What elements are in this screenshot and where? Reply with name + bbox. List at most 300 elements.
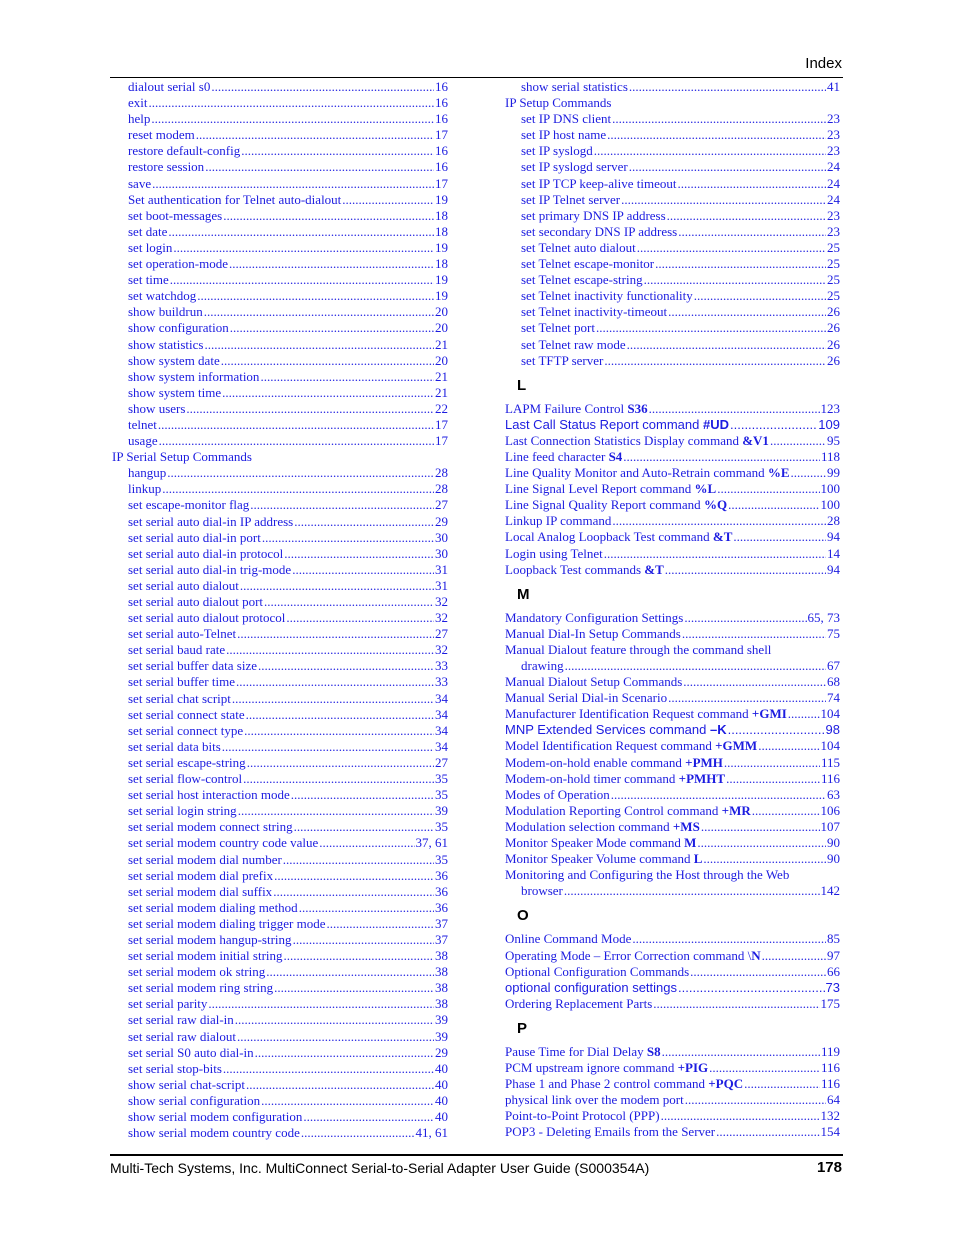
index-entry-link[interactable] <box>505 433 840 449</box>
index-entry-label: telnet <box>128 416 157 432</box>
dot-leader <box>246 1077 434 1093</box>
index-entry-link[interactable] <box>505 256 840 272</box>
index-entry-page: 17 <box>435 433 448 449</box>
index-entry-link[interactable] <box>112 546 448 562</box>
dot-leader <box>694 288 826 304</box>
index-entry-link[interactable] <box>112 723 448 739</box>
index-entry-label: restore session <box>128 159 205 175</box>
index-column-right <box>505 79 840 1140</box>
index-entry-page: 98 <box>825 722 840 738</box>
index-entry-page: 37, 61 <box>415 835 448 851</box>
index-entry-link[interactable] <box>112 610 448 626</box>
dot-leader <box>342 192 434 208</box>
index-entry-page: 175 <box>820 995 840 1011</box>
dot-leader <box>653 996 819 1012</box>
index-entry-link[interactable] <box>505 610 840 626</box>
dot-leader <box>611 787 826 803</box>
index-entry-label: LAPM Failure Control S36 <box>505 400 648 416</box>
index-entry-page: 35 <box>435 787 448 803</box>
index-entry-link[interactable] <box>112 497 448 513</box>
index-entry-label: set Telnet raw mode <box>521 336 626 352</box>
index-entry-link[interactable] <box>112 1077 448 1093</box>
index-entry-link[interactable] <box>505 1044 840 1060</box>
index-entry-link[interactable] <box>505 1108 840 1124</box>
index-entry-label: set serial modem ring string <box>128 980 274 996</box>
index-entry-label: restore default-config <box>128 143 241 159</box>
index-entry-link[interactable] <box>505 79 840 95</box>
index-entry-label: MNP Extended Services command –K <box>505 722 727 738</box>
dot-leader <box>261 1093 434 1109</box>
index-entry-link[interactable] <box>505 337 840 353</box>
index-entry-link[interactable] <box>112 320 448 336</box>
index-entry-link[interactable] <box>112 916 448 932</box>
dot-leader <box>594 143 826 159</box>
dot-leader <box>703 851 826 867</box>
index-entry-page: 94 <box>827 561 840 577</box>
index-entry-page: 36 <box>435 883 448 899</box>
index-entry-label: Pause Time for Dial Delay S8 <box>505 1043 661 1059</box>
index-entry-link[interactable] <box>505 127 840 143</box>
footer-rule <box>110 1154 843 1156</box>
index-entry-link[interactable] <box>112 481 448 497</box>
index-entry-link[interactable] <box>112 353 448 369</box>
index-entry-link[interactable] <box>112 385 448 401</box>
index-entry-page: 20 <box>435 320 448 336</box>
index-entry-link[interactable] <box>112 465 448 481</box>
index-entry-label: show statistics <box>128 336 204 352</box>
index-entry-page: 25 <box>827 256 840 272</box>
index-entry-link[interactable] <box>505 465 840 481</box>
index-entry-page: 34 <box>435 690 448 706</box>
index-entry-label: set serial connect state <box>128 706 245 722</box>
dot-leader <box>274 868 434 884</box>
dot-leader <box>244 723 434 739</box>
index-heading[interactable]: IP Serial Setup Commands <box>112 449 252 465</box>
index-entry-page: 33 <box>435 674 448 690</box>
index-entry-link[interactable] <box>112 176 448 192</box>
index-entry-link[interactable] <box>112 803 448 819</box>
index-entry-link[interactable] <box>505 497 840 513</box>
index-entry-page: 85 <box>827 931 840 947</box>
index-entry-page: 33 <box>435 658 448 674</box>
dot-leader <box>236 674 434 690</box>
footer-document-title: Multi-Tech Systems, Inc. MultiConnect Serial-to-Serial Adapter User Guide (S000354A) <box>110 1160 650 1176</box>
index-entry-link[interactable] <box>505 787 840 803</box>
index-entry-link[interactable] <box>505 931 840 947</box>
index-entry-label: set Telnet port <box>521 320 595 336</box>
index-entry-label: set serial auto dial-in IP address <box>128 513 294 529</box>
index-entry-page: 39 <box>435 1028 448 1044</box>
index-entry-label: set Telnet inactivity functionality <box>521 288 693 304</box>
index-entry-page: 107 <box>820 818 840 834</box>
index-entry-link[interactable] <box>112 884 448 900</box>
index-entry-page: 23 <box>827 223 840 239</box>
index-entry-page: 20 <box>435 304 448 320</box>
dot-leader <box>246 707 434 723</box>
index-entry-label: show serial statistics <box>521 79 628 94</box>
index-entry-link[interactable] <box>505 738 840 754</box>
index-entry-label: Login using Telnet <box>505 545 603 561</box>
index-entry-link[interactable] <box>505 722 840 738</box>
index-entry-page: 40 <box>435 1060 448 1076</box>
index-entry-link[interactable] <box>112 674 448 690</box>
dot-leader <box>623 449 820 465</box>
index-entry-page: 35 <box>435 851 448 867</box>
index-entry-page: 27 <box>435 626 448 642</box>
index-entry-link[interactable] <box>112 159 448 175</box>
index-entry-link[interactable] <box>505 706 840 722</box>
index-entry-label: set date <box>128 223 168 239</box>
index-entry-label: set time <box>128 272 169 288</box>
dot-leader <box>682 626 826 642</box>
index-entry-link[interactable] <box>505 546 840 562</box>
index-entry-link[interactable] <box>112 417 448 433</box>
index-entry-label: set serial buffer data size <box>128 658 257 674</box>
index-entry-page: 25 <box>827 272 840 288</box>
index-entry-link[interactable] <box>505 288 840 304</box>
index-entry-link[interactable] <box>505 690 840 706</box>
dot-leader <box>293 932 434 948</box>
index-entry-link[interactable] <box>112 256 448 272</box>
index-entry-link[interactable] <box>505 1124 840 1140</box>
dot-leader <box>644 272 826 288</box>
index-entry-page: 26 <box>827 320 840 336</box>
index-entry-link[interactable] <box>112 932 448 948</box>
index-entry-link[interactable] <box>112 401 448 417</box>
dot-leader <box>168 224 434 240</box>
index-entry-page: 37 <box>435 931 448 947</box>
dot-leader <box>632 931 826 947</box>
dot-leader <box>690 964 826 980</box>
index-entry-link[interactable] <box>112 707 448 723</box>
dot-leader <box>222 385 434 401</box>
dot-leader <box>709 1060 820 1076</box>
index-entry-link[interactable] <box>505 159 840 175</box>
index-entry-page: 100 <box>820 497 840 513</box>
dot-leader <box>627 337 826 353</box>
index-entry-page: 116 <box>820 770 840 786</box>
index-entry-label: dialout serial s0 <box>128 79 211 94</box>
index-entry-link[interactable] <box>112 852 448 868</box>
index-entry-link[interactable] <box>112 240 448 256</box>
index-entry-link[interactable] <box>112 868 448 884</box>
index-entry-page: 90 <box>827 851 840 867</box>
index-entry-link[interactable] <box>112 739 448 755</box>
index-entry-label: set IP DNS client <box>521 111 612 127</box>
dot-leader <box>604 353 826 369</box>
index-entry-page: 31 <box>435 561 448 577</box>
index-entry-label: set secondary DNS IP address <box>521 223 678 239</box>
index-entry-link[interactable] <box>505 626 840 642</box>
index-entry-label: Manual Dialout feature through the command shell <box>505 641 772 657</box>
dot-leader <box>258 658 434 674</box>
dot-leader <box>649 401 820 417</box>
index-entry-link[interactable] <box>112 79 448 95</box>
index-entry-page: 35 <box>435 771 448 787</box>
index-entry-link[interactable] <box>505 513 840 529</box>
index-entry-link[interactable] <box>112 208 448 224</box>
index-entry-link[interactable] <box>112 996 448 1012</box>
index-entry-label: reset modem <box>128 127 195 143</box>
index-entry-label: set serial baud rate <box>128 642 226 658</box>
index-entry-link[interactable] <box>112 1061 448 1077</box>
index-entry-link[interactable] <box>112 288 448 304</box>
index-entry-label: Modem-on-hold enable command +PMH <box>505 754 723 770</box>
index-entry-link[interactable] <box>112 562 448 578</box>
index-entry-page: 40 <box>435 1076 448 1092</box>
dot-leader <box>662 1044 820 1060</box>
index-entry-label: Manual Dialout Setup Commands <box>505 674 683 690</box>
index-entry-link[interactable] <box>112 642 448 658</box>
index-entry-link[interactable] <box>505 192 840 208</box>
dot-leader <box>162 481 434 497</box>
dot-leader <box>196 127 434 143</box>
index-entry-link[interactable] <box>505 449 840 465</box>
index-entry-link[interactable] <box>112 900 448 916</box>
dot-leader <box>151 111 434 127</box>
index-entry-link[interactable] <box>505 417 840 433</box>
index-entry-link[interactable] <box>505 819 840 835</box>
index-entry-link[interactable] <box>505 996 840 1012</box>
index-entry-link[interactable] <box>112 691 448 707</box>
dot-leader <box>173 240 434 256</box>
index-entry-link[interactable] <box>112 948 448 964</box>
dot-leader <box>701 819 820 835</box>
index-entry-label: Operating Mode – Error Correction command \N <box>505 947 761 963</box>
index-entry-page: 19 <box>435 191 448 207</box>
index-entry-page: 18 <box>435 223 448 239</box>
index-entry-page: 32 <box>435 594 448 609</box>
dot-leader <box>286 610 434 626</box>
dot-leader <box>197 288 434 304</box>
index-entry-page: 37 <box>435 915 448 931</box>
index-entry-link[interactable] <box>505 304 840 320</box>
index-entry-page: 26 <box>827 304 840 320</box>
index-entry-link[interactable] <box>112 304 448 320</box>
index-entry-link[interactable] <box>505 1076 840 1092</box>
index-entry-link[interactable] <box>112 980 448 996</box>
index-entry-link[interactable] <box>112 337 448 353</box>
index-entry-label: set boot-messages <box>128 207 223 223</box>
index-entry-link[interactable] <box>505 320 840 336</box>
index-entry-label: exit <box>128 95 148 111</box>
index-entry-link[interactable] <box>505 353 840 369</box>
index-entry-label: Ordering Replacement Parts <box>505 995 653 1011</box>
index-entry-label: set serial modem ok string <box>128 964 266 980</box>
index-entry-link[interactable] <box>505 642 840 674</box>
index-entry-link[interactable] <box>112 658 448 674</box>
index-entry-page: 28 <box>435 481 448 497</box>
index-entry-label: Monitor Speaker Volume command L <box>505 851 703 867</box>
dot-leader <box>211 79 434 95</box>
index-entry-link[interactable] <box>112 755 448 771</box>
index-entry-link[interactable] <box>112 819 448 835</box>
index-entry-label: set serial raw dial-in <box>128 1012 234 1028</box>
dot-leader <box>250 497 434 513</box>
index-entry-link[interactable] <box>112 1045 448 1061</box>
index-entry-page: 116 <box>820 1076 840 1092</box>
index-entry-link[interactable] <box>112 1125 448 1141</box>
index-entry-link[interactable] <box>112 514 448 530</box>
index-entry-link[interactable] <box>112 835 448 851</box>
index-entry-link[interactable] <box>112 111 448 127</box>
index-entry-label: set serial data bits <box>128 738 221 754</box>
index-entry-page: 14 <box>827 545 840 561</box>
footer-page-number: 178 <box>816 1159 842 1176</box>
index-entry-page: 32 <box>435 642 448 658</box>
index-entry-page: 28 <box>435 465 448 481</box>
index-entry-label: usage <box>128 433 158 449</box>
index-entry-link[interactable] <box>505 401 840 417</box>
index-entry-label: set serial flow-control <box>128 771 243 787</box>
index-entry-page: 40 <box>435 1092 448 1108</box>
dot-leader <box>668 690 826 706</box>
index-entry-page: 24 <box>827 175 840 191</box>
index-entry-link[interactable] <box>112 95 448 111</box>
dot-leader <box>607 127 826 143</box>
index-entry-label: Online Command Mode <box>505 931 632 947</box>
index-entry-page: 17 <box>435 416 448 432</box>
index-entry-link[interactable] <box>112 192 448 208</box>
index-entry-link[interactable] <box>112 143 448 159</box>
index-entry-link[interactable] <box>505 771 840 787</box>
index-entry-link[interactable] <box>112 224 448 240</box>
index-entry-page: 29 <box>435 1044 448 1060</box>
dot-leader <box>283 852 434 868</box>
dot-leader <box>223 208 434 224</box>
index-entry-page: 64 <box>827 1092 840 1108</box>
index-entry-link[interactable] <box>505 755 840 771</box>
index-entry-page: 21 <box>435 336 448 352</box>
dot-leader <box>667 208 826 224</box>
index-entry-page: 17 <box>435 127 448 143</box>
index-entry-link[interactable] <box>112 1093 448 1109</box>
index-entry-label: set primary DNS IP address <box>521 207 666 223</box>
index-entry-page: 23 <box>827 143 840 159</box>
index-entry-label: set serial modem dialing method <box>128 899 298 915</box>
index-entry-label: set Telnet auto dialout <box>521 239 636 255</box>
index-entry-page: 17 <box>435 175 448 191</box>
index-entry-page: 23 <box>827 207 840 223</box>
index-entry-label: Monitor Speaker Mode command M <box>505 835 697 851</box>
index-entry-page: 74 <box>827 690 840 706</box>
index-entry-link[interactable] <box>505 980 840 996</box>
index-entry-page: 118 <box>820 448 840 464</box>
index-entry-link[interactable] <box>112 1109 448 1125</box>
index-entry-link[interactable] <box>505 224 840 240</box>
index-entry-link[interactable] <box>112 594 448 610</box>
index-heading[interactable]: IP Setup Commands <box>505 95 612 111</box>
index-entry-page: 106 <box>820 802 840 818</box>
index-entry-label: set serial modem hangup-string <box>128 931 292 947</box>
index-entry-label: set operation-mode <box>128 256 228 272</box>
index-entry-link[interactable] <box>505 851 840 867</box>
dot-leader <box>294 819 434 835</box>
dot-leader <box>661 1108 820 1124</box>
index-entry-link[interactable] <box>112 369 448 385</box>
dot-leader <box>237 1029 434 1045</box>
index-entry-page: 18 <box>435 256 448 272</box>
dot-leader <box>262 530 434 546</box>
index-entry-page: 24 <box>827 191 840 207</box>
index-entry-label: set IP Telnet server <box>521 191 621 207</box>
index-entry-link[interactable] <box>112 1012 448 1028</box>
dot-leader <box>230 320 434 336</box>
index-entry-link[interactable] <box>505 240 840 256</box>
index-entry-label: Monitoring and Configuring the Host through the Web <box>505 867 790 883</box>
index-entry-link[interactable] <box>112 771 448 787</box>
index-entry-page: 16 <box>435 159 448 175</box>
index-entry-label: Phase 1 and Phase 2 control command +PQC <box>505 1076 744 1092</box>
index-entry-link[interactable] <box>112 578 448 594</box>
index-entry-link[interactable] <box>112 964 448 980</box>
index-entry-link[interactable] <box>505 1092 840 1108</box>
dot-leader <box>301 1125 415 1141</box>
dot-leader <box>678 176 827 192</box>
index-entry-link[interactable] <box>505 964 840 980</box>
index-entry-link[interactable] <box>505 208 840 224</box>
index-entry-link[interactable] <box>112 626 448 642</box>
index-entry-link[interactable] <box>505 674 840 690</box>
index-entry-label: set serial auto dial-in port <box>128 529 261 545</box>
dot-leader <box>770 433 826 449</box>
dot-leader <box>186 401 434 417</box>
index-entry-label: Modes of Operation <box>505 786 610 802</box>
dot-leader <box>204 304 434 320</box>
index-entry-label: browser <box>521 883 563 899</box>
dot-leader <box>241 143 434 159</box>
index-entry-link[interactable] <box>112 272 448 288</box>
index-entry-label: Linkup IP command <box>505 513 612 529</box>
index-entry-link[interactable] <box>505 562 840 578</box>
index-entry-link[interactable] <box>505 529 840 545</box>
dot-leader <box>292 562 434 578</box>
index-entry-page: 27 <box>435 754 448 770</box>
index-entry-link[interactable] <box>505 481 840 497</box>
index-entry-link[interactable] <box>505 803 840 819</box>
dot-leader <box>238 803 434 819</box>
index-entry-page: 26 <box>827 352 840 368</box>
index-entry-link[interactable] <box>505 272 840 288</box>
index-entry-page: 142 <box>820 883 840 899</box>
index-entry-page: 19 <box>435 288 448 304</box>
index-entry-label: set serial modem dial suffix <box>128 883 273 899</box>
index-entry-label: set serial auto dial-in trig-mode <box>128 561 292 577</box>
index-entry-link[interactable] <box>112 530 448 546</box>
index-entry-page: 34 <box>435 722 448 738</box>
index-entry-link[interactable] <box>112 127 448 143</box>
index-entry-page: 115 <box>820 754 840 770</box>
index-entry-link[interactable] <box>505 111 840 127</box>
index-entry-link[interactable] <box>112 1029 448 1045</box>
index-entry-label: set serial login string <box>128 803 237 819</box>
index-entry-link[interactable] <box>112 787 448 803</box>
index-entry-link[interactable] <box>505 867 840 899</box>
index-entry-link[interactable] <box>505 835 840 851</box>
index-entry-link[interactable] <box>112 433 448 449</box>
index-entry-link[interactable] <box>505 1060 840 1076</box>
index-entry-page: 109 <box>818 416 840 432</box>
index-entry-page: 119 <box>820 1043 840 1059</box>
dot-leader <box>266 964 434 980</box>
index-entry-label: show configuration <box>128 320 229 336</box>
index-entry-link[interactable] <box>505 948 840 964</box>
index-entry-page: 100 <box>820 481 840 497</box>
index-entry-link[interactable] <box>505 143 840 159</box>
index-entry-page: 35 <box>435 819 448 835</box>
index-entry-link[interactable] <box>505 176 840 192</box>
index-entry-page: 36 <box>435 867 448 883</box>
